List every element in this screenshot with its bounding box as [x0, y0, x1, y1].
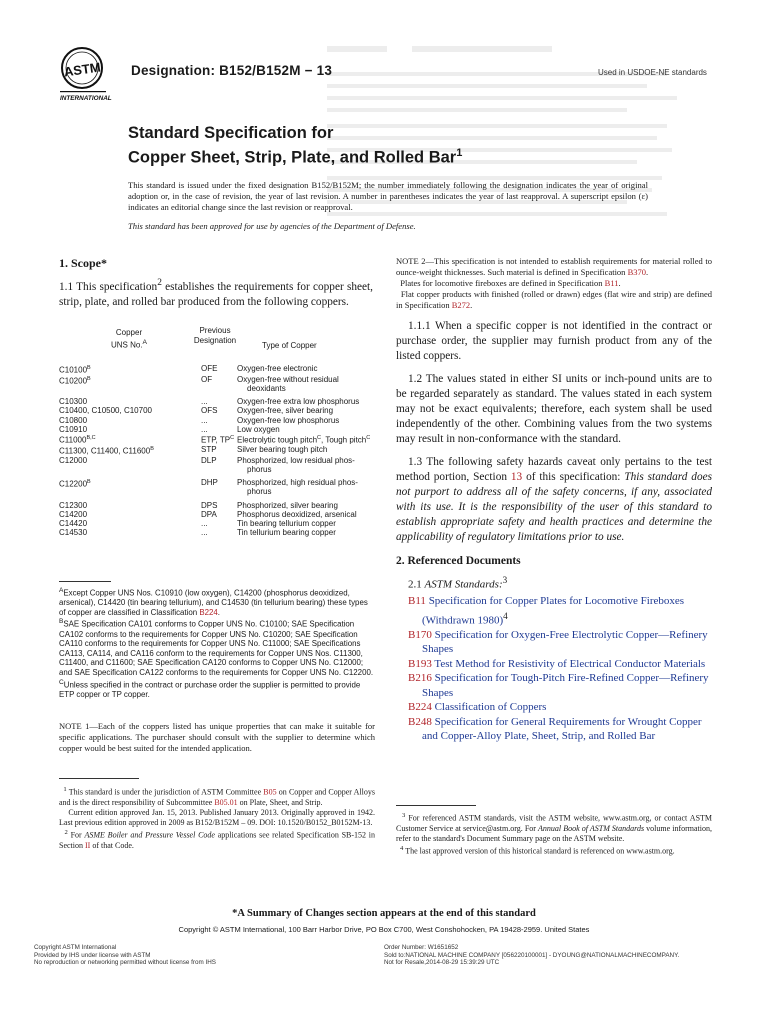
- uns-cell: C11300, C11400, $C11600^B$: [59, 445, 154, 456]
- copper-type-cell: Oxygen-free low phosphorus: [237, 415, 340, 425]
- table-row: [59, 528, 377, 537]
- standard-code-link[interactable]: B216: [408, 672, 432, 685]
- note-2: NOTE 2—This specification is not intended to establish requirements for material rolled to ounce-weight thicknesses. Such material is defined in Specification B370.: [396, 256, 712, 277]
- previous-designation-cell: DLP: [201, 455, 217, 465]
- footnote-4: $^4$ The last approved version of this historical standard is referenced on www.astm.org.: [400, 845, 675, 856]
- title-line-2: Copper Sheet, Strip, Plate, and Rolled Bar$^1$: [128, 147, 463, 167]
- footnote-2: $^2$ For ASME Boiler and Pressure Vessel Code applications see related Specification SB-152 in Section II of that Code.: [59, 829, 376, 851]
- title-line-1: Standard Specification for: [128, 124, 334, 142]
- summary-of-changes-note: *A Summary of Changes section appears at the end of this standard: [232, 908, 536, 919]
- copper-type-cell: Electrolytic tough pitch$^C$, Tough pitch$^C$: [237, 435, 371, 445]
- standard-code-link[interactable]: B248: [408, 715, 432, 728]
- referenced-standard-item[interactable]: B248 Specification for General Requirements for Wrought Copper and Copper-Alloy Plate, Sheet, Strip, and Rolled Bar: [408, 715, 702, 743]
- copper-type-cell: Phosphorized, high residual phos- phorus: [237, 478, 358, 497]
- previous-designation-cell: ...: [201, 519, 208, 529]
- previous-designation-cell: DPA: [201, 509, 217, 519]
- section-heading-referenced-documents: 2. Referenced Documents: [396, 555, 521, 567]
- astm-logo: [60, 44, 132, 102]
- ref-section-13[interactable]: 13: [510, 471, 523, 483]
- ref-b05-01[interactable]: B05.01: [214, 797, 238, 807]
- table-row: [59, 393, 377, 406]
- previous-designation-cell: OFS: [201, 406, 218, 416]
- uns-cell: $C10200^B$: [59, 375, 91, 386]
- page-footnotes: [59, 785, 375, 852]
- footnote-rule: [59, 581, 111, 582]
- paragraph-1-1-1: 1.1.1 When a specific copper is not identified in the contract or purchase order, the supplier may furnish product from any of the listed coppers.: [396, 320, 712, 362]
- table-header-uns: Copper UNS No.$^A$: [110, 328, 147, 350]
- copper-type-cell: Tin bearing tellurium copper: [237, 519, 336, 529]
- table-row: [59, 425, 377, 434]
- referenced-standard-item[interactable]: B216 Specification for Tough-Pitch Fire-Refined Copper—Refinery Shapes: [408, 672, 709, 699]
- designation: Designation: B152/B152M − 13: [131, 63, 333, 78]
- table-row: [59, 375, 377, 393]
- table-row: [59, 456, 377, 474]
- table-row: [59, 445, 377, 456]
- standard-code-link[interactable]: B170: [408, 628, 432, 641]
- ref-b224[interactable]: B224: [199, 607, 218, 617]
- previous-designation-cell: DHP: [201, 478, 218, 488]
- referenced-standards-list: [396, 594, 712, 744]
- copyright-line: Copyright © ASTM International, 100 Barr Harbor Drive, PO Box C700, West Conshohocken, PA 19428-2959. United States: [178, 925, 590, 934]
- copper-type-cell: Phosphorus deoxidized, arsenical: [237, 509, 357, 519]
- previous-designation-cell: ...: [201, 424, 208, 434]
- license-stamp-left: Copyright ASTM International Provided by IHS under license with ASTM No reproduction or networking permitted without license from IHS: [34, 944, 216, 967]
- copper-table: [59, 364, 377, 537]
- copper-type-cell: Low oxygen: [237, 424, 280, 434]
- note-2-fireboxes: Plates for locomotive fireboxes are defined in Specification B11.: [400, 278, 621, 288]
- note-1: NOTE 1—Each of the coppers listed has unique properties that can make it suitable for specific applications. The purchaser should consult with the supplier to determine which copper would be best suited for the intended application.: [59, 721, 375, 753]
- uns-cell: C10910: [59, 424, 88, 434]
- previous-designation-cell: STP: [201, 444, 217, 454]
- right-column: [396, 256, 712, 744]
- referenced-standard-item[interactable]: B193 Test Method for Resistivity of Electrical Conductor Materials: [408, 657, 706, 670]
- table-row: [59, 474, 377, 496]
- referenced-standard-item[interactable]: B224 Classification of Coppers: [408, 701, 547, 714]
- copper-type-cell: Silver bearing tough pitch: [237, 444, 328, 454]
- footnote-1: $^1$ This standard is under the jurisdiction of ASTM Committee B05 on Copper and Copper Alloys and is the direct responsibility of Subcommittee B05.01 on Plate, Sheet, and Strip.: [59, 786, 376, 807]
- referenced-standard-item[interactable]: B11 Specification for Copper Plates for Locomotive Fireboxes (Withdrawn 1980)$^4$: [408, 595, 685, 627]
- table-footnote-a: $^A$Except Copper UNS Nos. C10910 (low oxygen), C14200 (phosphorus deoxidized, arsenical), C14420 (tin bearing tellurium), and C14530 (tin tellurium bearing) these types of copper are classified in Classification B224.: [59, 587, 368, 617]
- copper-type-cell: Oxygen-free, silver bearing: [237, 406, 334, 416]
- copper-type-cell: Oxygen-free extra low phosphorus: [237, 397, 360, 407]
- uns-cell: $C11000^{B,C}$: [59, 435, 96, 445]
- table-row: [59, 406, 377, 415]
- table-row: [59, 434, 377, 445]
- uns-cell: C10800: [59, 415, 88, 425]
- previous-designation-cell: ...: [201, 415, 208, 425]
- uns-cell: C14530: [59, 528, 88, 538]
- copper-type-cell: Tin tellurium bearing copper: [237, 528, 336, 538]
- table-header-type: Type of Copper: [262, 341, 317, 350]
- ref-b05[interactable]: B05: [263, 787, 277, 797]
- footnote-rule: [59, 778, 139, 779]
- table-footnote-b: $^B$SAE Specification CA101 conforms to Copper UNS No. C10100; SAE Specification CA102 conforms to the requirements for Copper UNS No. C10200; SAE Specification CA110 conforms to the requirements for Copper UNS No. C11000; SAE Specifications CA113, CA114, and CA116 conform to the requirements for Copper UNS Nos. C11300, C11400, and C11600; SAE Specification CA120 conforms to Copper UNS No. C12000; and SAE Specification CA122 conforms to the requirements for Copper UNS No. C12200.: [59, 618, 374, 677]
- paragraph-1-1: 1.1 This specification$^2$ establishes the requirements for copper sheet, strip, plate, and rolled bar produced from the following coppers.: [59, 278, 373, 308]
- issuance-note: This standard is issued under the fixed designation B152/B152M; the number immediately following the designation indicates the year of original adoption or, in the case of revision, the year of last revision. A number in parentheses indicates the year of last reapproval. A superscript epsilon (ε) indicates an editorial change since the last revision or reapproval.: [128, 180, 648, 212]
- used-in-note: Used in USDOE-NE standards: [598, 68, 707, 77]
- license-stamp-right: Order Number: W1651652 Sold to:NATIONAL MACHINE COMPANY [056220100001] - DYOUNG@NATIONALMACHINECOMPANY. Not for Resale,2014-08-29 15:39:29 UTC: [384, 944, 680, 967]
- section-heading-scope: 1. Scope*: [59, 256, 107, 270]
- ref-section-ii[interactable]: II: [85, 841, 91, 851]
- defense-approval: This standard has been approved for use by agencies of the Department of Defense.: [128, 221, 416, 231]
- astm-standards-label: 2.1 ASTM Standards:$^3$: [408, 575, 508, 591]
- previous-designation-cell: ...: [201, 397, 208, 407]
- copper-type-cell: Oxygen-free electronic: [237, 364, 318, 373]
- referenced-footnotes: [396, 811, 712, 857]
- ref-b272[interactable]: B272: [451, 300, 471, 310]
- previous-designation-cell: ETP, $TP^C$: [201, 435, 235, 445]
- uns-cell: C12300: [59, 500, 88, 510]
- referenced-standard-item[interactable]: B170 Specification for Oxygen-Free Electrolytic Copper—Refinery Shapes: [408, 628, 708, 656]
- footnote-3: $^3$ For referenced ASTM standards, visit the ASTM website, www.astm.org, or contact ASTM Customer Service at service@astm.org. For Annual Book of ASTM Standards volume information, refer to the standard's Document Summary page on the ASTM website.: [396, 812, 713, 844]
- uns-cell: C14200: [59, 509, 88, 519]
- copper-type-cell: Phosphorized, silver bearing: [237, 500, 338, 510]
- ref-b370[interactable]: B370: [627, 267, 646, 277]
- uns-cell: C10400, C10500, C10700: [59, 406, 152, 416]
- standard-code-link[interactable]: B193: [408, 657, 432, 670]
- table-row: [59, 510, 377, 519]
- footnote-1-edition: Current edition approved Jan. 15, 2013. Published January 2013. Originally approved in 1942. Last previous edition approved in 2009 as B152/B152M – 09. DOI: 10.1520/B0152_B0152M-13.: [59, 808, 375, 828]
- page-title: [128, 123, 462, 168]
- standard-code-link[interactable]: B224: [408, 701, 432, 714]
- logo-sub: INTERNATIONAL: [60, 95, 112, 102]
- copper-type-cell: Phosphorized, low residual phos- phorus: [237, 455, 355, 474]
- table-footnote-c: $^C$Unless specified in the contract or purchase order the supplier is permitted to provide ETP copper or TP copper.: [59, 678, 361, 699]
- uns-cell: $C12200^B$: [59, 479, 91, 489]
- table-row: [59, 364, 377, 375]
- previous-designation-cell: OF: [201, 374, 213, 384]
- table-header-previous: Previous Designation: [193, 326, 237, 345]
- uns-cell: C12000: [59, 455, 88, 465]
- standard-code-link[interactable]: B11: [408, 595, 426, 608]
- uns-cell: $C10100^B$: [59, 365, 91, 375]
- note-2-flat-products: Flat copper products with finished (rolled or drawn) edges (flat wire and strip) are defined in Specification B272.: [396, 289, 712, 310]
- ref-b11-note[interactable]: B11: [604, 278, 619, 288]
- uns-cell: C14420: [59, 519, 88, 529]
- table-row: [59, 519, 377, 528]
- table-row: [59, 416, 377, 425]
- paragraph-1-3: 1.3 The following safety hazards caveat only pertains to the test method portion, Section 13 of this specification: This standard does not purport to address all of the safety concerns, if any, associated with its use. It is the responsibility of the user of this standard to establish appropriate safety and health practices and determine the applicability of regulatory limitations prior to use.: [396, 456, 713, 543]
- uns-cell: C10300: [59, 397, 88, 407]
- table-row: [59, 497, 377, 510]
- previous-designation-cell: DPS: [201, 500, 218, 510]
- footnote-rule: [396, 805, 476, 806]
- table-footnotes: [59, 586, 375, 699]
- logo-text: ASTM: [62, 59, 102, 80]
- previous-designation-cell: OFE: [201, 364, 218, 373]
- previous-designation-cell: ...: [201, 528, 208, 538]
- copper-type-cell: Oxygen-free without residual deoxidants: [237, 374, 339, 394]
- paragraph-1-2: 1.2 The values stated in either SI units or inch-pound units are to be regarded separately as standard. The values stated in each system may not be exact equivalents; therefore, each system shall be used independently of the other. Combining values from the two systems may result in non-conformance with the standard.: [396, 373, 712, 445]
